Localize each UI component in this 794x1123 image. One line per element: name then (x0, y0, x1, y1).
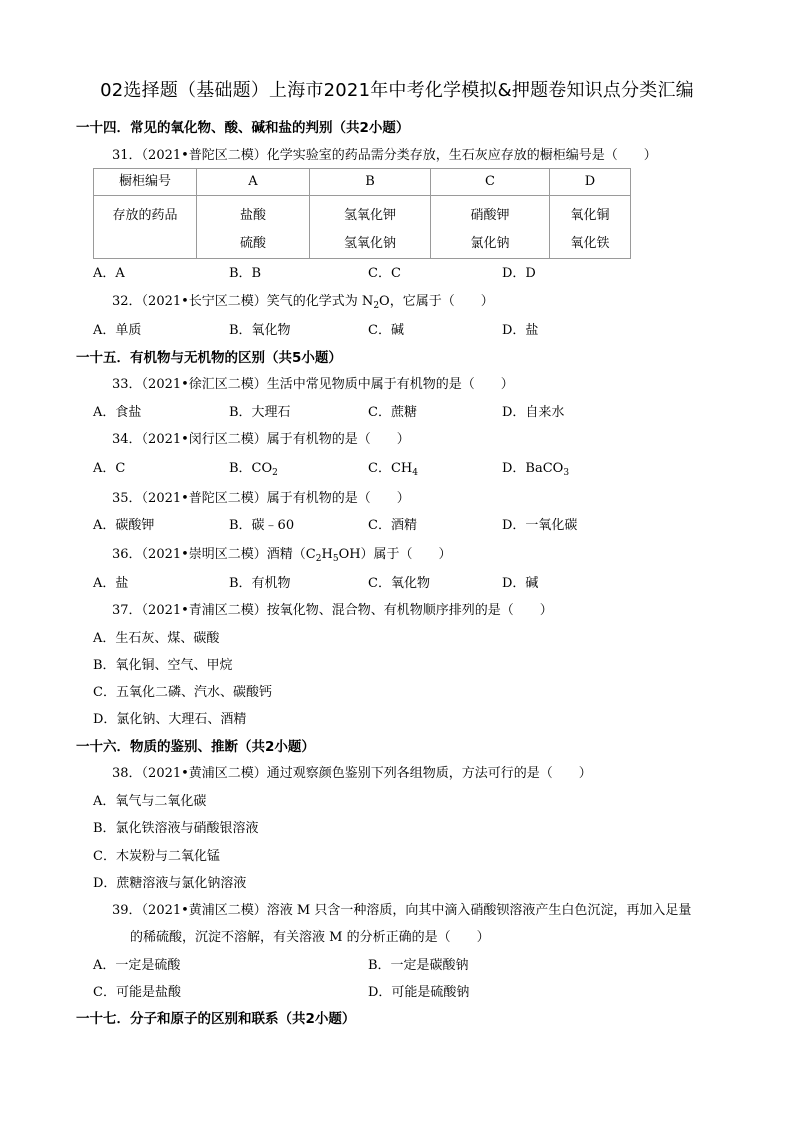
option-38-d: D．蔗糖溶液与氯化钠溶液 (93, 876, 247, 891)
option-36-d: D．碱 (502, 576, 539, 591)
question-33-stem: 33．（2021•徐汇区二模）生活中常见物质中属于有机物的是（ ） (112, 377, 514, 392)
option-38-b: B．氯化铁溶液与硝酸银溶液 (93, 821, 259, 836)
table-cell: 硝酸钾 氯化钠 (431, 196, 550, 259)
table-row-label: 存放的药品 (94, 196, 197, 259)
table-header-cell: B (310, 169, 431, 196)
cabinet-table (93, 168, 631, 259)
question-38-stem: 38．（2021•黄浦区二模）通过观察颜色鉴别下列各组物质，方法可行的是（ ） (112, 766, 592, 781)
option-37-c: C．五氧化二磷、汽水、碳酸钙 (93, 685, 272, 700)
option-33-d: D．自来水 (502, 405, 565, 420)
option-38-c: C．木炭粉与二氧化锰 (93, 849, 220, 864)
option-39-c: C．可能是盐酸 (93, 985, 181, 1000)
option-37-d: D．氯化钠、大理石、酒精 (93, 712, 247, 727)
question-37-stem: 37．（2021•青浦区二模）按氧化物、混合物、有机物顺序排列的是（ ） (112, 603, 553, 618)
table-header-cell: D (550, 169, 631, 196)
table-header-cell: A (197, 169, 310, 196)
option-32-d: D．盐 (502, 323, 539, 338)
table-header-cell: 橱柜编号 (94, 169, 197, 196)
option-34-a: A．C (93, 461, 126, 476)
question-39-stem-line1: 39．（2021•黄浦区二模）溶液 M 只含一种溶质，向其中滴入硝酸钡溶液产生白色沉淀，再加入足量 (112, 903, 692, 918)
option-33-a: A．食盐 (93, 405, 142, 420)
option-32-c: C．碱 (368, 323, 404, 338)
question-31-stem: 31．（2021•普陀区二模）化学实验室的药品需分类存放，生石灰应存放的橱柜编号是（ ） (112, 148, 657, 163)
option-31-d: D．D (502, 266, 536, 281)
option-38-a: A．氧气与二氧化碳 (93, 794, 207, 809)
option-35-b: B．碳﹣60 (229, 518, 295, 533)
option-31-b: B．B (229, 266, 262, 281)
question-35-stem: 35．（2021•普陀区二模）属于有机物的是（ ） (112, 491, 410, 506)
option-31-c: C．C (368, 266, 401, 281)
option-34-d: D．BaCO$_3$ (502, 461, 570, 478)
option-35-a: A．碳酸钾 (93, 518, 155, 533)
table-header-cell: C (431, 169, 550, 196)
section-heading-14: 一十四．常见的氧化物、酸、碱和盐的判别（共2小题） (76, 120, 410, 136)
section-heading-15: 一十五．有机物与无机物的区别（共5小题） (76, 350, 342, 366)
option-39-d: D．可能是硫酸钠 (368, 985, 470, 1000)
option-32-b: B．氧化物 (229, 323, 291, 338)
section-heading-16: 一十六．物质的鉴别、推断（共2小题） (76, 739, 315, 755)
option-36-b: B．有机物 (229, 576, 291, 591)
option-37-a: A．生石灰、煤、碳酸 (93, 631, 220, 646)
question-36-stem: 36．（2021•崇明区二模）酒精$(C_2H_5OH)$属于（ ） (112, 547, 452, 564)
option-35-d: D．一氧化碳 (502, 518, 578, 533)
question-34-stem: 34．（2021•闵行区二模）属于有机物的是（ ） (112, 432, 410, 447)
option-34-b: B．$CO_2$ (229, 461, 278, 478)
option-34-c: C．$CH_4$ (368, 461, 418, 478)
table-cell: 氢氧化钾 氢氧化钠 (310, 196, 431, 259)
option-39-b: B．一定是碳酸钠 (368, 958, 469, 973)
option-36-a: A．盐 (93, 576, 129, 591)
section-heading-17: 一十七．分子和原子的区别和联系（共2小题） (76, 1011, 356, 1027)
option-36-c: C．氧化物 (368, 576, 430, 591)
option-39-a: A．一定是硫酸 (93, 958, 181, 973)
option-33-c: C．蔗糖 (368, 405, 417, 420)
table-cell: 盐酸 硫酸 (197, 196, 310, 259)
document-title: 02选择题（基础题）上海市2021年中考化学模拟&押题卷知识点分类汇编 (100, 80, 694, 101)
option-31-a: A．A (93, 266, 125, 281)
table-cell: 氧化铜 氧化铁 (550, 196, 631, 259)
option-32-a: A．单质 (93, 323, 142, 338)
option-33-b: B．大理石 (229, 405, 291, 420)
option-37-b: B．氧化铜、空气、甲烷 (93, 658, 233, 673)
question-39-stem-line2: 的稀硫酸，沉淀不溶解，有关溶液 M 的分析正确的是（ ） (130, 930, 490, 945)
question-32-stem: 32．（2021•长宁区二模）笑气的化学式为 $N_2O$，它属于（ ） (112, 294, 494, 311)
option-35-c: C．酒精 (368, 518, 417, 533)
